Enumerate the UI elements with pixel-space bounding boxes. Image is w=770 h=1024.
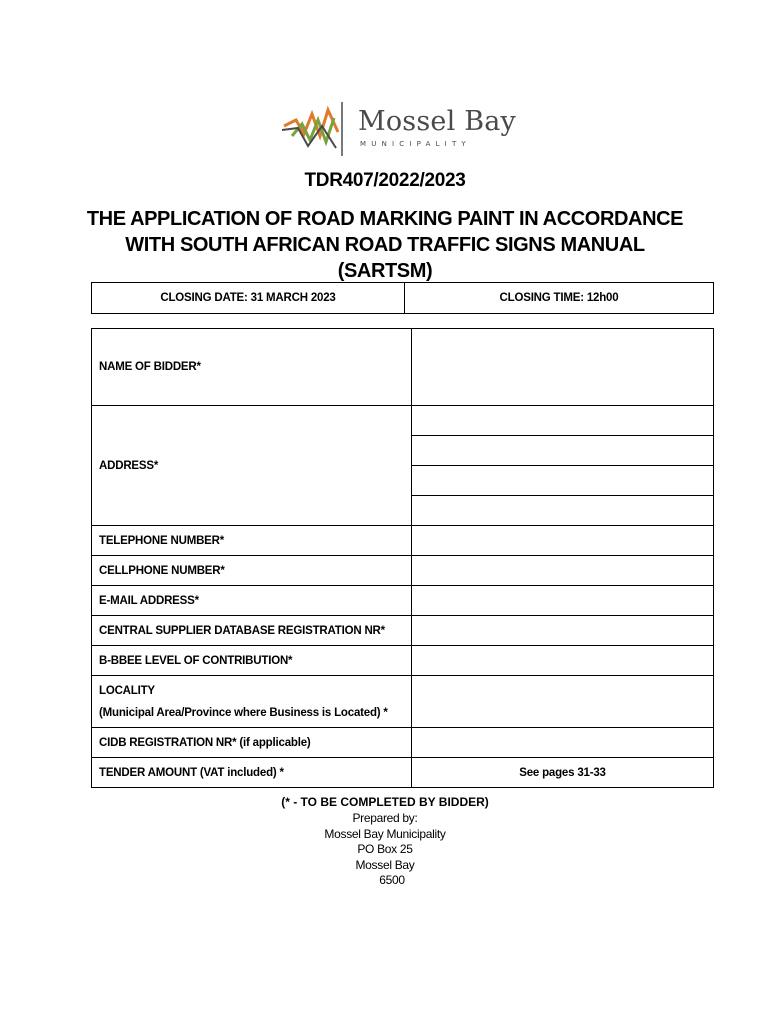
title-line: WITH SOUTH AFRICAN ROAD TRAFFIC SIGNS MANUAL bbox=[125, 234, 645, 256]
locality-title: LOCALITY bbox=[99, 684, 155, 697]
tender-amount-label: TENDER AMOUNT (VAT included) * bbox=[92, 758, 412, 788]
address-field-line-4[interactable] bbox=[412, 496, 714, 526]
name-of-bidder-label: NAME OF BIDDER* bbox=[92, 329, 412, 406]
address-label: ADDRESS* bbox=[92, 406, 412, 526]
telephone-field[interactable] bbox=[412, 526, 714, 556]
locality-note: (Municipal Area/Province where Business is Located) * bbox=[99, 706, 388, 719]
closing-time: CLOSING TIME: 12h00 bbox=[405, 283, 714, 314]
closing-table bbox=[91, 282, 714, 314]
prepared-by-block bbox=[0, 811, 770, 889]
prepared-by-code: 6500 bbox=[379, 873, 405, 887]
email-field[interactable] bbox=[412, 586, 714, 616]
address-field-line-2[interactable] bbox=[412, 436, 714, 466]
telephone-label: TELEPHONE NUMBER* bbox=[92, 526, 412, 556]
csd-label: CENTRAL SUPPLIER DATABASE REGISTRATION NR* bbox=[92, 616, 412, 646]
bbbee-field[interactable] bbox=[412, 646, 714, 676]
cellphone-label: CELLPHONE NUMBER* bbox=[92, 556, 412, 586]
document-title bbox=[60, 206, 710, 284]
closing-date: CLOSING DATE: 31 MARCH 2023 bbox=[92, 283, 405, 314]
completion-note: (* - TO BE COMPLETED BY BIDDER) bbox=[281, 795, 489, 809]
bbbee-label: B-BBEE LEVEL OF CONTRIBUTION* bbox=[92, 646, 412, 676]
bidder-details-table bbox=[91, 328, 714, 788]
locality-label bbox=[92, 676, 412, 728]
csd-field[interactable] bbox=[412, 616, 714, 646]
tender-amount-value: See pages 31-33 bbox=[412, 758, 714, 788]
cidb-label: CIDB REGISTRATION NR* (if applicable) bbox=[92, 728, 412, 758]
locality-field[interactable] bbox=[412, 676, 714, 728]
address-field-line-3[interactable] bbox=[412, 466, 714, 496]
municipality-logo bbox=[278, 96, 517, 160]
cellphone-field[interactable] bbox=[412, 556, 714, 586]
mossel-bay-emblem-icon bbox=[278, 96, 348, 160]
prepared-by-town: Mossel Bay bbox=[355, 857, 415, 872]
prepared-by-org: Mossel Bay Municipality bbox=[324, 826, 446, 841]
email-label: E-MAIL ADDRESS* bbox=[92, 586, 412, 616]
prepared-by-label: Prepared by: bbox=[352, 811, 418, 825]
title-line: THE APPLICATION OF ROAD MARKING PAINT IN ACCORDANCE bbox=[86, 208, 684, 230]
logo-subtitle: MUNICIPALITY bbox=[360, 140, 471, 148]
logo-name: Mossel Bay bbox=[358, 106, 517, 137]
prepared-by-box: PO Box 25 bbox=[357, 842, 413, 856]
title-line: (SARTSM) bbox=[337, 260, 433, 282]
name-of-bidder-field[interactable] bbox=[412, 329, 714, 406]
address-field-line-1[interactable] bbox=[412, 406, 714, 436]
cidb-field[interactable] bbox=[412, 728, 714, 758]
tender-reference: TDR407/2022/2023 bbox=[304, 170, 466, 191]
